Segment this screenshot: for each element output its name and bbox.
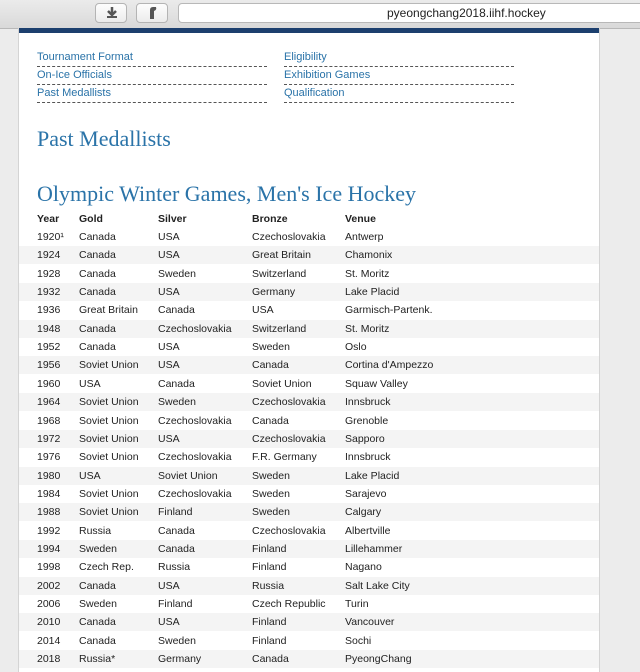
gold-cell: Canada	[79, 231, 116, 243]
venue-cell: St. Moritz	[345, 322, 390, 335]
venue-cell: Cortina d'Ampezzo	[345, 359, 434, 372]
nav-link-eligibility[interactable]: Eligibility	[284, 50, 514, 67]
gold-cell: Canada	[79, 286, 116, 299]
gold-cell: Soviet Union	[79, 432, 139, 445]
browser-toolbar	[0, 0, 640, 29]
year-cell: 1952	[37, 341, 61, 354]
nav-link-past-medallists[interactable]: Past Medallists	[37, 86, 267, 103]
venue-cell: Sochi	[345, 634, 372, 647]
nav-link-tournament-format[interactable]: Tournament Format	[37, 50, 267, 67]
table-row	[19, 228, 599, 246]
silver-cell: Sweden	[158, 634, 196, 647]
gold-cell: USA	[79, 469, 101, 482]
gold-cell: Soviet Union	[79, 506, 139, 519]
gold-cell: USA	[79, 377, 101, 390]
bronze-cell: Finland	[252, 542, 287, 555]
bronze-cell: Finland	[252, 561, 287, 574]
bronze-cell: Czechoslovakia	[252, 396, 326, 409]
bronze-cell: Canada	[252, 653, 289, 666]
section-title: Past Medallists	[37, 126, 171, 151]
table-row	[19, 265, 599, 283]
venue-cell: Garmisch-Partenk.	[345, 304, 433, 317]
nav-link-qualification[interactable]: Qualification	[284, 86, 514, 103]
table-row	[19, 632, 599, 650]
silver-cell: Finland	[158, 506, 193, 519]
table-title: Olympic Winter Games, Men's Ice Hockey	[37, 181, 417, 206]
bronze-cell: Sweden	[252, 506, 290, 519]
gold-cell: Canada	[79, 341, 116, 354]
column-header-bronze: Bronze	[252, 213, 288, 225]
table-row	[19, 448, 599, 466]
table-row	[19, 522, 599, 540]
silver-cell: Germany	[158, 653, 202, 666]
venue-cell: Innsbruck	[345, 396, 391, 409]
venue-cell: Vancouver	[345, 616, 395, 629]
table-row	[19, 356, 599, 374]
reader-button[interactable]	[95, 3, 127, 23]
bronze-cell: Czech Republic	[252, 598, 326, 610]
table-row	[19, 595, 599, 613]
table-row	[19, 430, 599, 448]
table-row	[19, 375, 599, 393]
silver-cell: Czechoslovakia	[158, 487, 232, 500]
year-cell: 2014	[37, 634, 61, 647]
gold-cell: Canada	[79, 249, 116, 262]
table-row	[19, 338, 599, 356]
nav-link-exhibition-games[interactable]: Exhibition Games	[284, 68, 514, 85]
bronze-cell: Switzerland	[252, 267, 307, 280]
year-cell: 1924	[37, 249, 61, 262]
year-cell: 2018	[37, 653, 61, 666]
nav-link-on-ice-officials[interactable]: On-Ice Officials	[37, 68, 267, 85]
table-row	[19, 650, 599, 668]
gold-cell: Sweden	[79, 598, 117, 610]
gold-cell: Soviet Union	[79, 487, 139, 500]
year-cell: 1960	[37, 377, 61, 390]
venue-cell: Innsbruck	[345, 451, 391, 464]
gold-cell: Canada	[79, 616, 116, 629]
venue-cell: Sapporo	[345, 432, 385, 445]
silver-cell: USA	[158, 231, 180, 243]
page-content	[18, 28, 600, 672]
year-cell: 1984	[37, 487, 61, 500]
table-row	[19, 540, 599, 558]
gold-cell: Russia	[79, 524, 112, 537]
bronze-cell: Soviet Union	[252, 377, 312, 390]
venue-cell: St. Moritz	[345, 267, 390, 280]
year-cell: 2010	[37, 616, 61, 629]
silver-cell: Czechoslovakia	[158, 451, 232, 464]
column-header-gold: Gold	[79, 213, 103, 225]
bronze-cell: Sweden	[252, 469, 290, 482]
bronze-cell: Russia	[252, 579, 285, 592]
year-cell: 1956	[37, 359, 61, 372]
bronze-cell: F.R. Germany	[252, 451, 317, 464]
silver-cell: Finland	[158, 598, 193, 610]
table-row	[19, 320, 599, 338]
silver-cell: USA	[158, 286, 180, 299]
year-cell: 1920¹	[37, 231, 64, 243]
gold-cell: Soviet Union	[79, 451, 139, 464]
venue-cell: Grenoble	[345, 414, 389, 427]
year-cell: 1932	[37, 286, 61, 299]
venue-cell: Lake Placid	[345, 469, 400, 482]
table-row	[19, 246, 599, 264]
venue-cell: Chamonix	[345, 249, 393, 262]
header-band	[19, 28, 599, 33]
venue-cell: Antwerp	[345, 231, 384, 243]
venue-cell: PyeongChang	[345, 653, 412, 666]
share-icon	[145, 6, 161, 20]
table-row	[19, 558, 599, 576]
venue-cell: Oslo	[345, 341, 367, 354]
share-button[interactable]	[136, 3, 168, 23]
column-header-year: Year	[37, 213, 60, 225]
year-cell: 1928	[37, 267, 61, 280]
bronze-cell: Czechoslovakia	[252, 524, 326, 537]
table-row	[19, 301, 599, 319]
year-cell: 1948	[37, 322, 61, 335]
address-bar[interactable]	[178, 3, 640, 23]
bronze-cell: Finland	[252, 616, 287, 629]
bronze-cell: Great Britain	[252, 249, 311, 262]
bronze-cell: Germany	[252, 286, 296, 299]
silver-cell: Czechoslovakia	[158, 322, 232, 335]
venue-cell: Calgary	[345, 506, 382, 519]
gold-cell: Canada	[79, 634, 116, 647]
year-cell: 1968	[37, 414, 61, 427]
year-cell: 1972	[37, 432, 61, 445]
venue-cell: Sarajevo	[345, 487, 387, 500]
bronze-cell: Czechoslovakia	[252, 432, 326, 445]
table-row	[19, 393, 599, 411]
year-cell: 1964	[37, 396, 61, 409]
venue-cell: Lake Placid	[345, 286, 400, 299]
silver-cell: USA	[158, 341, 180, 354]
reader-icon	[104, 6, 120, 20]
bronze-cell: Finland	[252, 634, 287, 647]
bronze-cell: Switzerland	[252, 322, 307, 335]
silver-cell: Soviet Union	[158, 469, 218, 482]
gold-cell: Sweden	[79, 542, 117, 555]
silver-cell: USA	[158, 616, 180, 629]
gold-cell: Czech Rep.	[79, 561, 134, 574]
year-cell: 1994	[37, 542, 61, 555]
bronze-cell: Czechoslovakia	[252, 231, 326, 243]
silver-cell: Canada	[158, 542, 195, 555]
year-cell: 1976	[37, 451, 61, 464]
year-cell: 1980	[37, 469, 61, 482]
table-row	[19, 485, 599, 503]
table-row	[19, 467, 599, 485]
gold-cell: Canada	[79, 579, 116, 592]
url-text: pyeongchang2018.iihf.hockey	[387, 6, 546, 20]
silver-cell: Sweden	[158, 267, 196, 280]
silver-cell: USA	[158, 359, 180, 372]
year-cell: 1988	[37, 506, 61, 519]
venue-cell: Salt Lake City	[345, 579, 410, 592]
silver-cell: Canada	[158, 304, 195, 317]
gold-cell: Russia*	[79, 653, 116, 666]
gold-cell: Canada	[79, 267, 116, 280]
bronze-cell: Sweden	[252, 341, 290, 354]
table-header	[19, 210, 599, 228]
bronze-cell: Sweden	[252, 487, 290, 500]
silver-cell: Canada	[158, 524, 195, 537]
year-cell: 2006	[37, 598, 61, 610]
venue-cell: Squaw Valley	[345, 377, 408, 390]
silver-cell: USA	[158, 579, 180, 592]
gold-cell: Soviet Union	[79, 414, 139, 427]
year-cell: 2002	[37, 579, 61, 592]
column-header-venue: Venue	[345, 213, 376, 225]
table-row	[19, 613, 599, 631]
bronze-cell: Canada	[252, 414, 289, 427]
venue-cell: Lillehammer	[345, 542, 403, 555]
table-row	[19, 412, 599, 430]
silver-cell: Russia	[158, 561, 191, 574]
table-row	[19, 503, 599, 521]
gold-cell: Canada	[79, 322, 116, 335]
gold-cell: Great Britain	[79, 304, 138, 317]
table-row	[19, 283, 599, 301]
gold-cell: Soviet Union	[79, 396, 139, 409]
year-cell: 1936	[37, 304, 61, 317]
column-header-silver: Silver	[158, 213, 187, 225]
bronze-cell: USA	[252, 304, 274, 317]
gold-cell: Soviet Union	[79, 359, 139, 372]
table-row	[19, 577, 599, 595]
venue-cell: Nagano	[345, 561, 382, 574]
venue-cell: Albertville	[345, 524, 391, 537]
year-cell: 1998	[37, 561, 61, 574]
silver-cell: USA	[158, 249, 180, 262]
venue-cell: Turin	[345, 598, 369, 610]
silver-cell: Sweden	[158, 396, 196, 409]
year-cell: 1992	[37, 524, 61, 537]
silver-cell: Canada	[158, 377, 195, 390]
silver-cell: Czechoslovakia	[158, 414, 232, 427]
bronze-cell: Canada	[252, 359, 289, 372]
silver-cell: USA	[158, 432, 180, 445]
